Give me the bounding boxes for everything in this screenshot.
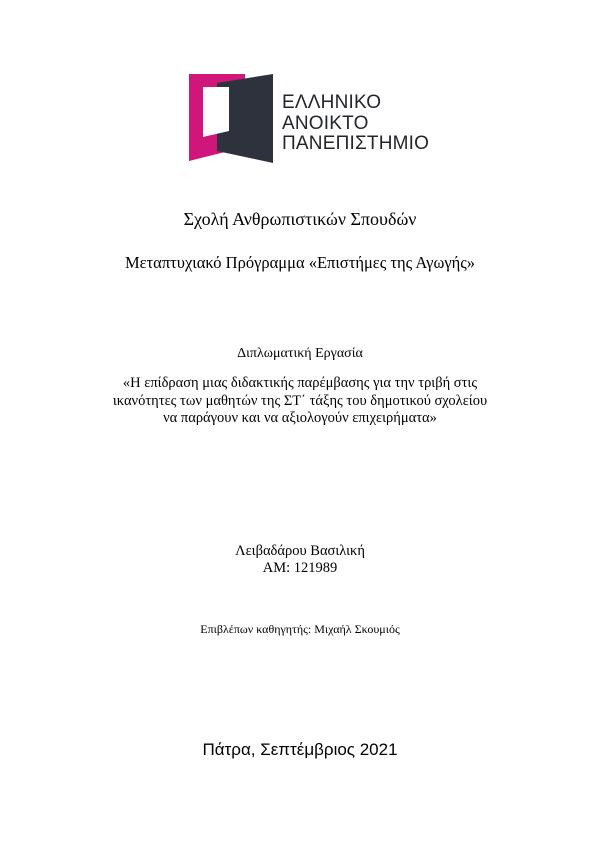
thesis-title-line: «Η επίδραση μιας διδακτικής παρέμβασης για την τριβή στις [122,375,478,391]
author-block [0,543,600,577]
program-name: Μεταπτυχιακό Πρόγραμμα «Επιστήμες της Αγωγής» [124,253,476,272]
thesis-title-line: ικανότητες των μαθητών της ΣΤ΄ τάξης του δημοτικού σχολείου [112,392,488,409]
logo-line-2: ΑΝΟΙΚΤΟ [282,112,369,134]
supervisor: Επιβλέπων καθηγητής: Μιχαήλ Σκουμιός [200,622,400,636]
logo-line-1: ΕΛΛΗΝΙΚΟ [282,92,382,113]
thesis-title-line: να παράγουν και να αξιολογούν επιχειρήματα» [163,410,437,426]
thesis-title [0,375,600,428]
author-name: Λειβαδάρου Βασιλική [235,543,365,559]
school-name: Σχολή Ανθρωπιστικών Σπουδών [183,209,417,229]
university-logo-text [282,93,429,155]
student-id: ΑΜ: 121989 [262,560,338,576]
university-logo-icon [189,71,281,163]
logo-line-3: ΠΑΝΕΠΙΣΤΗΜΙΟ [282,133,430,154]
university-logo [189,71,430,163]
place-date: Πάτρα, Σεπτέμβριος 2021 [202,740,398,759]
thesis-type: Διπλωματική Εργασία [237,346,363,361]
